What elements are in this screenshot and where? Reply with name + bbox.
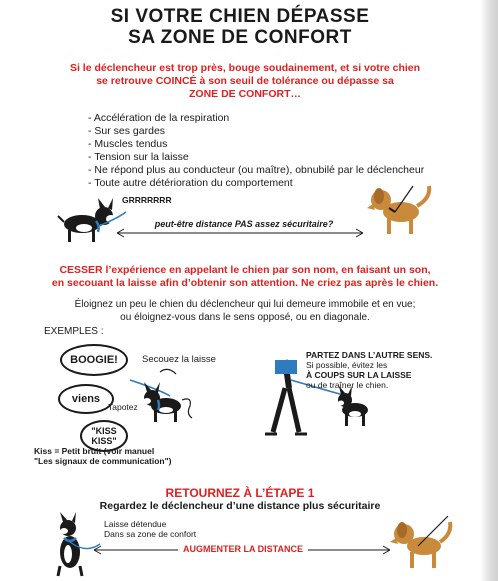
step-title: RETOURNEZ À L’ÉTAPE 1	[165, 486, 315, 500]
opposite-line: Si possible, évitez les	[306, 360, 388, 370]
move-line: Éloignez un peu le chien du déclencheur qui lui demeure immobile et en vue;	[74, 299, 416, 310]
tap-label: Tapotez	[108, 402, 138, 412]
kiss-note	[34, 446, 171, 466]
opposite-direction-note	[306, 350, 456, 390]
growl-text: GRRRRRRR	[122, 195, 172, 205]
symptom-item: - Tension sur la laisse	[88, 151, 189, 163]
increase-distance-label: AUGMENTER LA DISTANCE	[178, 544, 308, 554]
intro-line: Si le déclencheur est trop près, bouge soudainement, et si votre chien	[69, 62, 421, 74]
kiss-note-line: Kiss = Petit bruit (voir manuel	[34, 446, 155, 456]
shake-leash-label: Secouez la laisse	[142, 354, 216, 365]
kiss-note-line: "Les signaux de communication")	[34, 456, 172, 466]
move-line: ou éloignez-vous dans le sens opposé, ou en diagonale.	[120, 312, 370, 323]
symptom-item: - Toute autre détérioration du comportement	[88, 177, 293, 189]
intro-line: ZONE DE CONFORT…	[189, 88, 301, 100]
page-title-line2: SA ZONE DE CONFORT	[128, 27, 352, 48]
page-title-line1: SI VOTRE CHIEN DÉPASSE	[110, 6, 370, 27]
intro-paragraph	[20, 62, 470, 101]
stop-paragraph	[10, 264, 480, 290]
move-away-paragraph	[14, 298, 476, 324]
symptom-item: - Sur ses gardes	[88, 125, 166, 137]
stop-line: CESSER l’expérience en appelant le chien par son nom, en faisant un son,	[59, 264, 431, 276]
distance-question-label: peut-être distance PAS assez sécuritaire?	[146, 219, 342, 229]
stop-line: en secouant la laisse afin d’obtenir son attention. Ne criez pas après le chien.	[51, 277, 439, 289]
page-edge-shadow	[480, 0, 498, 581]
relaxed-note	[104, 519, 196, 539]
intro-line: se retrouve COINCÉ à son seuil de tolérance ou dépasse sa	[96, 75, 394, 87]
relaxed-line: Dans sa zone de confort	[104, 529, 197, 539]
calling-dog-illustration	[130, 370, 210, 425]
speech-bubble-boogie: BOOGIE!	[60, 344, 128, 376]
opposite-line: ou de traîner le chien.	[306, 380, 389, 390]
opposite-line: PARTEZ DANS L’AUTRE SENS.	[306, 350, 433, 360]
step-subtitle: Regardez le déclencheur d’une distance plus sécuritaire	[99, 500, 381, 512]
symptom-item: - Muscles tendus	[88, 138, 168, 150]
symptom-item: - Ne répond plus au conducteur (ou maître), obnubilé par le déclencheur	[88, 164, 425, 176]
calm-brown-dog-illustration	[388, 512, 458, 572]
examples-label: EXEMPLES :	[44, 326, 104, 337]
speech-bubble-kiss: "KISS KISS"	[80, 420, 128, 452]
trigger-brown-dog-illustration	[365, 178, 435, 240]
speech-bubble-viens: viens	[58, 384, 114, 414]
opposite-line: À COUPS SUR LA LAISSE	[306, 370, 412, 380]
relaxed-line: Laisse détendue	[104, 519, 167, 529]
symptom-item: - Accélération de la respiration	[88, 112, 230, 124]
